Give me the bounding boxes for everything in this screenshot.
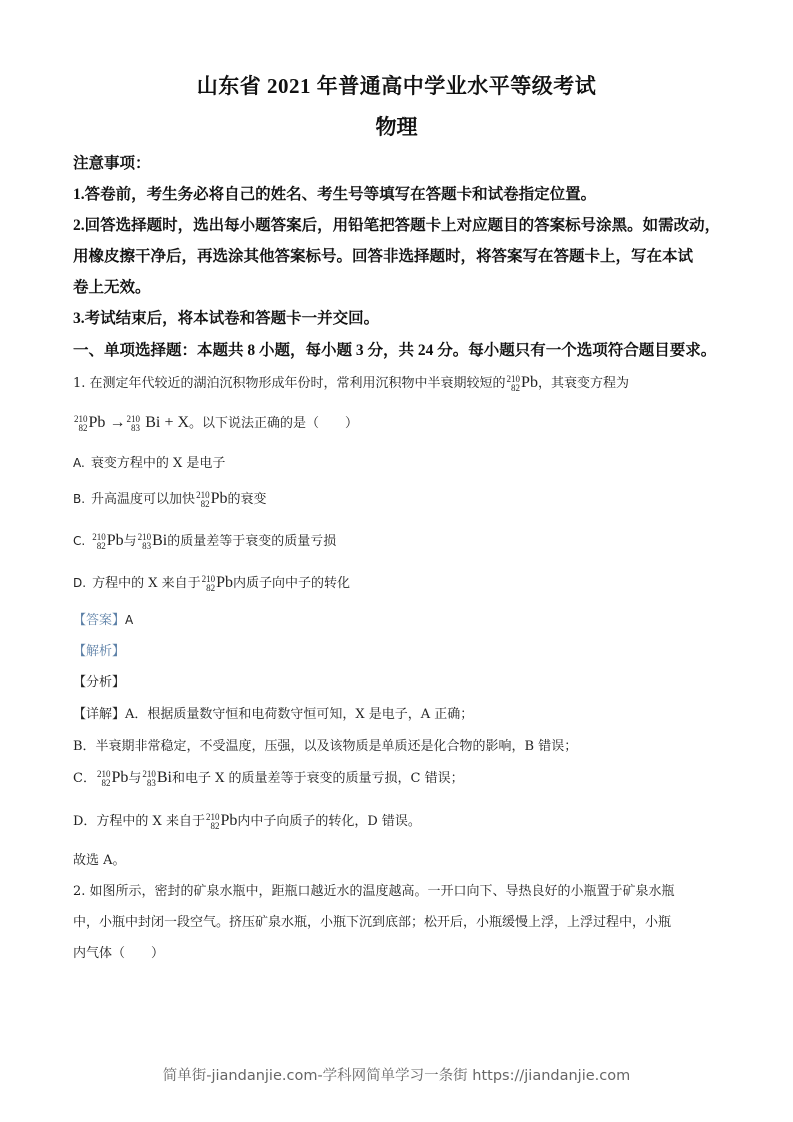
q1-option-c: C. 210 82 Pb与 210 83 Bi的质量差等于衰变的质量亏损 bbox=[73, 531, 337, 551]
notice-item-1: 1.答卷前，考生务必将自己的姓名、考生号等填写在答题卡和试卷指定位置。 bbox=[73, 186, 597, 203]
arrow-icon: → bbox=[109, 414, 126, 431]
q2-line-1: 2. 如图所示，密封的矿泉水瓶中，距瓶口越近水的温度越高。一开口向下、导热良好的小瓶置于矿泉水瓶 bbox=[73, 884, 675, 899]
notice-item-3: 3.考试结束后，将本试卷和答题卡一并交回。 bbox=[73, 310, 380, 327]
q1-stem-text: 1. 在测定年代较近的湖泊沉积物形成年份时，常利用沉积物中半衰期较短的 bbox=[73, 376, 506, 391]
q1-option-a: A. 衰变方程中的 X 是电子 bbox=[73, 456, 226, 471]
fenxi-tag: 【分析】 bbox=[73, 675, 126, 690]
answer-line bbox=[73, 609, 139, 628]
notice-item-2-end: 卷上无效。 bbox=[73, 279, 151, 296]
detail-b: B．半衰期非常稳定，不受温度，压强，以及该物质是单质还是化合物的影响，B 错误； bbox=[73, 739, 578, 754]
notice-heading: 注意事项： bbox=[73, 155, 151, 172]
exam-title: 山东省 2021 年普通高中学业水平等级考试 bbox=[196, 74, 597, 98]
section-heading: 一、单项选择题：本题共 8 小题，每小题 3 分，共 24 分。每小题只有一个选项符合题目要求。 bbox=[73, 342, 717, 359]
bi-nuclide: 210 83 bbox=[126, 413, 141, 433]
detail-a: 【详解】A．根据质量数守恒和电荷数守恒可知，X 是电子，A 正确； bbox=[73, 707, 474, 722]
q1-stem-line1: 1. 在测定年代较近的湖泊沉积物形成年份时，常利用沉积物中半衰期较短的 210 82 Pb，其衰变方程为 bbox=[73, 373, 629, 393]
q2-line-3: 内气体（ ） bbox=[73, 946, 165, 961]
detail-d: D．方程中的 X 来自于 210 82 Pb内中子向质子的转化，D 错误。 bbox=[73, 811, 421, 831]
pb-nuclide: 210 82 bbox=[506, 373, 521, 393]
answer-value: A bbox=[125, 613, 134, 627]
subject-title: 物理 bbox=[375, 115, 418, 139]
q2-line-2: 中，小瓶中封闭一段空气。挤压矿泉水瓶，小瓶下沉到底部；松开后，小瓶缓慢上浮，上浮过程中，小瓶 bbox=[73, 915, 672, 930]
footer-watermark: 简单街-jiandanjie.com-学科网简单学习一条街 https://jiandanjie.com bbox=[162, 1068, 631, 1084]
notice-item-2-cont: 用橡皮擦干净后，再选涂其他答案标号。回答非选择题时，将答案写在答题卡上，写在本试 bbox=[73, 248, 694, 265]
q1-option-b: B. 升高温度可以加快 210 82 Pb的衰变 bbox=[73, 489, 267, 509]
notice-item-2: 2.回答选择题时，选出每小题答案后，用铅笔把答题卡上对应题目的答案标号涂黑。如需改动， bbox=[73, 217, 721, 234]
q1-option-d: D. 方程中的 X 来自于 210 82 Pb内质子向中子的转化 bbox=[73, 573, 351, 593]
analysis-tag: 【解析】 bbox=[73, 644, 126, 659]
answer-tag: 【答案】 bbox=[73, 613, 126, 628]
detail-c: C． 210 82 Pb与 210 83 Bi和电子 X 的质量差等于衰变的质量亏损，C 错误； bbox=[73, 768, 464, 788]
q1-equation-line: 210 82 Pb → 210 83 Bi + X。以下说法正确的是（ ） bbox=[74, 413, 359, 433]
pb-nuclide: 210 82 bbox=[74, 413, 88, 433]
conclusion: 故选 A。 bbox=[73, 853, 126, 868]
